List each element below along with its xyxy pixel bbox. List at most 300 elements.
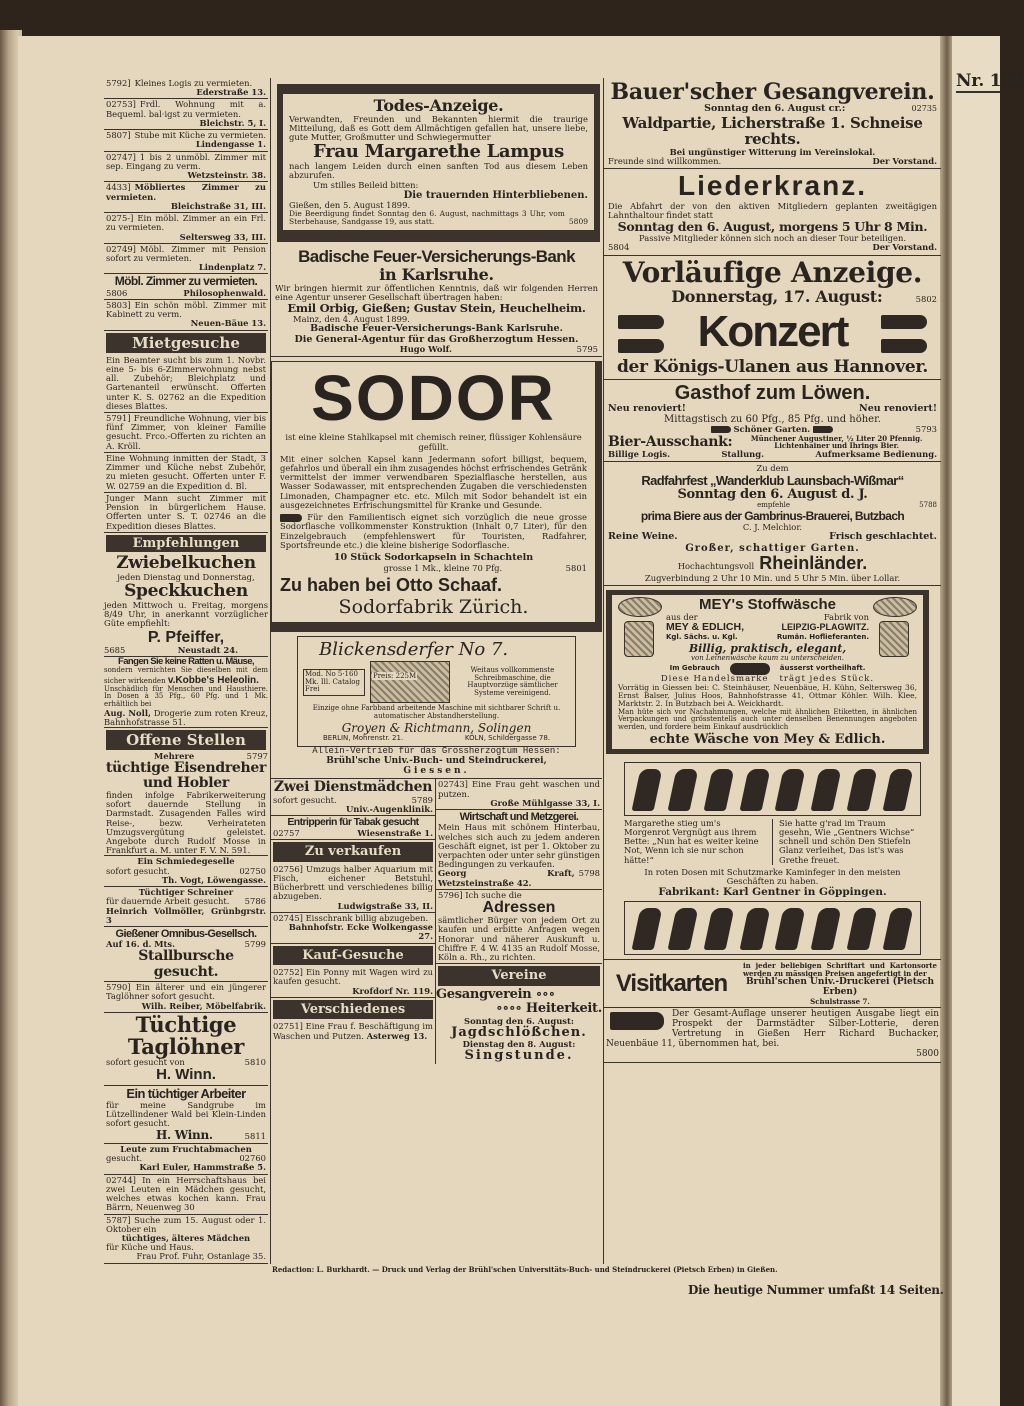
imprint: Redaction: L. Burkhardt. — Druck und Verlag der Brühl'schen Universitäts-Buch- und Steindruckerei (Pietsch Erben) in Gießen. <box>272 1265 778 1274</box>
ad-headline: Tüchtiger Schreiner <box>138 887 234 898</box>
ad-address: Bahnhofstr. Ecke Wolkengasse 27. <box>288 922 433 942</box>
ad-text: Hochachtungsvoll <box>677 560 755 571</box>
ad-text: Aufmerksame Bedienung. <box>815 449 937 460</box>
ad-id: 5793 <box>915 424 937 435</box>
ad-address: Neustadt 24. <box>177 645 238 656</box>
ad-text: Ein möbl. Zimmer an ein Frl. zu vermieten. <box>106 213 266 233</box>
ad-advertiser: Aug. Noll, <box>104 707 151 718</box>
pointing-hand-icon <box>881 315 927 329</box>
ad-text: von Leinenwäsche kaum zu unterscheiden. <box>691 653 844 662</box>
pointing-hand-icon <box>618 339 664 353</box>
ad-text: sofort gesucht. <box>106 865 170 876</box>
ad-text: Allein-Vertrieb für das Grossherzogtum Hessen: <box>312 745 561 756</box>
ad-text: Im Gebrauch <box>669 663 720 672</box>
ad-id: 02750 <box>239 865 266 876</box>
ad-tabak <box>271 816 435 840</box>
ad-text: Möbl. Zimmer mit Pension sofort zu vermieten. <box>106 243 266 263</box>
ad-text: Neu renoviert! <box>608 403 686 415</box>
ad-headline: Zwei Dienstmädchen <box>273 779 433 796</box>
ad-text: Neu renoviert! <box>859 403 937 415</box>
ad-text: für meine Sandgrube im Lützellindener Wald bei Klein-Linden sofort gesucht. <box>106 1100 266 1129</box>
ad-id: 5798 <box>578 868 600 879</box>
ad-id: 5789 <box>411 794 433 805</box>
ad-text: in jeder beliebigen Schriftart und Kartonsorte werden zu mässigen Preisen angefertigt in der <box>743 961 937 979</box>
ad-visitkarten <box>604 960 941 1008</box>
collar-image <box>618 597 662 617</box>
ad-id: 5804 <box>608 242 630 253</box>
ad-headline: Entripperin für Tabak gesucht <box>287 816 419 829</box>
ad-headline: Visitkarten <box>615 969 728 997</box>
ad-text: 5796] Ich suche die <box>438 889 522 900</box>
ad-text: Die General-Agentur für das Großherzogtum Hessen. <box>294 333 579 345</box>
ad-text: sämtlicher Bürger von jedem Ort zu kaufen und erbitte Anfragen wegen Honorar und näherer Auskunft u. Chiffre F. 4 W. 4135 an Rudolf Mosse, Köln a. Rh., zu richten. <box>438 915 600 963</box>
ad-id: 5800 <box>916 1048 939 1059</box>
ad-maker: Fabrikant: Karl Gentner in Göppingen. <box>658 886 887 899</box>
collar-image <box>873 597 917 617</box>
ad-slogan: Billig, praktisch, elegant, <box>688 641 847 655</box>
ad-text: Schöner Garten. <box>733 424 811 435</box>
ad-waschen <box>271 1021 435 1041</box>
ad-aquarium <box>271 864 435 913</box>
ad-gasthof-loewen <box>604 380 941 462</box>
ad-text: Rumän. Hoflieferanten. <box>776 633 869 642</box>
ad-signature: Der Vorstand. <box>872 155 937 166</box>
ad-text: Die Beerdigung findet Sonntag den 6. August, nachmittags 3 Uhr, vom Sterbehause, Sandgasse 19, aus statt. <box>289 209 565 227</box>
ad-subtitle: der Königs-Ulanen aus Hannover. <box>616 357 929 378</box>
ad-text: Für den Familientisch eignet sich vorzüglich die neue grosse Sodorflasche vollkommenster Konstruktion (Inhalt 0,7 Liter), für den Einzelgebrauch (empfehlenswert für Touristen, Radfahrer, Sportsfreunde etc.) die kleine bisherige Sodorflasche. <box>280 512 587 550</box>
ad-omnibus <box>104 927 268 982</box>
ad-id: 5795 <box>576 344 598 355</box>
ad-text: Stallung. <box>721 449 765 460</box>
ad-main-title: Konzert <box>697 306 848 356</box>
ad-headline: Speckkuchen <box>124 581 248 602</box>
next-page-number: Nr. 183 <box>956 71 1024 91</box>
classified-ad <box>104 244 268 275</box>
ad-text: Mein Haus mit schönem Hinterbau, welches sich auch zu jedem anderen Geschäft eignet, ist per 1. Oktober zu verpachten oder unter sehr günstigen Bedingungen zu verkaufen. <box>438 822 600 870</box>
ad-pfeiffer <box>104 535 268 657</box>
ad-headline: Gesangverein ∘∘∘ <box>436 986 555 1002</box>
classified-ad <box>104 182 268 213</box>
chimney-sweep-figure <box>847 769 878 811</box>
ad-fuhr <box>104 1215 268 1264</box>
ad-text: Um stilles Beileid bitten: <box>313 179 419 190</box>
ad-text: Stube mit Küche zu vermieten. <box>134 130 267 141</box>
ad-text: Mit einer solchen Kapsel kann Jedermann sofort billigst, bequem, gefahrlos und überall ein ihm zusagendes höchst erfrischendes Getränk vermittelst der immer verwendbaren Spezialflasche herstellen, aus Wasser Sodawasser, mit entsprechenden Zugaben die verschiedensten Limonaden, Champagner etc. etc. Milch mit Sodor behandelt ist ein ausgezeichnetes Erfrischungsmittel für Kranke und Gesunde. <box>280 453 587 510</box>
ad-badische-bank <box>271 246 602 358</box>
typewriter-image <box>370 661 450 703</box>
middle-lower-left <box>271 779 436 1063</box>
ad-address: Bleichstr. 5, I. <box>199 117 266 128</box>
ad-headline: Blickensderfer No 7. <box>319 638 509 660</box>
section-heading: Vereine <box>438 966 600 986</box>
ad-text: Diese Handelsmarke <box>660 673 769 684</box>
ad-text: Wir bringen hiermit zur öffentlichen Kenntnis, daß wir folgenden Herren eine Agentur unserer Gesellschaft übertragen haben: <box>275 282 598 303</box>
column-classifieds <box>104 78 268 1264</box>
classified-ad: 5791] Freundliche Wohnung, vier bis fünf Zimmer, von kleiner Familie gesucht. Frco.-Offerten zu richten an A. Kröll. <box>104 413 268 453</box>
ad-baerrn: 02744] In ein Herrschaftshaus bei zwei Leuten ein Mädchen gesucht, welches etwas kochen kann. Frau Bärrn, Neuenweg 30 <box>104 1175 268 1215</box>
ad-headline: Gasthof zum Löwen. <box>674 382 871 405</box>
ad-signature: Hugo Wolf. <box>399 344 452 355</box>
ad-id: 5807] <box>106 130 131 141</box>
ad-text: Münchener Augustiner, ½ Liter 20 Pfennig. <box>750 433 923 443</box>
ad-text: Billige Logis. <box>608 449 671 460</box>
ad-text: 02745] Eisschrank billig abzugeben. <box>273 912 429 923</box>
ad-date: Sonntag den 6. August cr.: <box>704 103 846 115</box>
chimney-sweep-figure <box>811 908 842 950</box>
ad-id: 5811 <box>244 1130 266 1141</box>
ad-reiber <box>104 982 268 1013</box>
ad-id: 5803] <box>106 299 131 310</box>
ad-id: 5801 <box>565 562 587 573</box>
classified-ad <box>104 130 268 151</box>
ad-headline: Bauer'scher Gesangverein. <box>610 79 935 105</box>
ad-text: Unschädlich für Menschen und Hausthiere. In Dosen à 35 Pfg., 60 Pfg. und 1 Mk. erhältlich bei <box>104 684 268 709</box>
ad-eisschrank <box>271 913 435 944</box>
chimney-sweep-figure <box>631 908 662 950</box>
ad-headline: Tüchtige Taglöhner <box>127 1011 245 1059</box>
ad-address: Heinrich Vollmöller, Grünbgrstr. 3 <box>106 905 266 925</box>
ad-label: Bier-Ausschank: <box>608 433 733 450</box>
ad-date: Sonntag den 6. August, morgens 5 Uhr 8 Min. <box>617 219 928 235</box>
ad-text: 1 bis 2 unmöbl. Zimmer mit sep. Eingang zu verm. <box>106 151 266 171</box>
ad-headline: Wirtschaft und Metzgerei. <box>459 811 579 824</box>
ad-euler <box>104 1144 268 1175</box>
chimney-sweeps-image <box>624 762 921 816</box>
ad-id: 02753] <box>106 99 136 110</box>
ad-text: C. J. Melchior. <box>742 522 803 533</box>
ad-text: Kleines Logis zu vermieten. <box>134 78 253 88</box>
ad-text: gesucht. <box>106 1153 143 1164</box>
ad-text: Ein schön möbl. Zimmer mit Kabinett zu verm. <box>106 299 266 320</box>
ad-text: Lichtenhainer und Ihrings Bier. <box>774 441 900 451</box>
ad-id: 5806 <box>106 287 128 298</box>
ad-text: empfehle <box>757 501 791 510</box>
ad-address: KÖLN, Schildergasse 78. <box>464 734 550 743</box>
ad-text: 02752] Ein Ponny mit Wagen wird zu kaufen gesucht. <box>273 967 433 987</box>
ad-id: 5685 <box>104 645 126 656</box>
ad-text: aus der <box>666 612 698 623</box>
ad-liederkranz <box>604 169 941 255</box>
ad-headline: Radfahrfest „Wanderklub Launsbach-Wißmar“ <box>641 472 904 488</box>
ad-text: ist eine kleine Stahlkapsel mit chemisch reiner, flüssiger Kohlensäure gefüllt. <box>285 432 582 452</box>
ad-place: Jagdschlößchen. <box>451 1024 587 1040</box>
ad-text: Der Gesamt-Auflage unserer heutigen Ausgabe liegt ein Prospekt der Darmstädter Silber-Lotterie, deren Vertretung in Gießen Herr Richard Buchacker, Neuenbäue 11, übernommen hat, bei. <box>606 1009 939 1049</box>
ad-agents: Emil Orbig, Gießen; Gustav Stein, Heuchelheim. <box>287 301 586 316</box>
ad-address: Schulstrasse 7. <box>810 996 870 1006</box>
ad-text: 10 Stück Sodorkapseln in Schachteln <box>333 552 534 564</box>
ad-headline: Ein tüchtiger Arbeiter <box>126 1085 246 1101</box>
ad-id: 5788 <box>919 501 937 510</box>
pointing-hand-icon <box>618 315 664 329</box>
ad-text: Kgl. Sächs. u. Kgl. <box>666 633 738 642</box>
ad-text: Man hüte sich vor Nachahmungen, welche mit ähnlichen Etiketten, in ähnlichen Verpackungen und grösstentells auch unter denselben Benennungen angeboten werden, und fordere beim Einkauf ausdrücklich <box>618 707 917 732</box>
chimney-sweep-figure <box>667 769 698 811</box>
ad-headline: Ein Schmiedegeselle <box>137 856 235 867</box>
section-heading: Verschiedenes <box>273 1000 433 1020</box>
next-page-fragment <box>952 36 1024 1406</box>
ad-text: Einzige ohne Farbband arbeitende Maschine mit sichtbarer Schrift u. automatischer Abstandherstellung. <box>312 704 561 721</box>
ad-winn-tagloehner <box>104 1013 268 1086</box>
ad-headline: ∘∘∘∘ Heiterkeit. <box>495 1001 602 1017</box>
ad-id: 02747] <box>106 151 136 162</box>
classified-ad: Eine Wohnung inmitten der Stadt, 3 Zimmer und Küche nebst Zubehör, zu mieten gesucht. Offerten unter F. W. 02759 an die Expedition d. Bl. <box>104 453 268 493</box>
ad-date: Gießen, den 5. August 1899. <box>289 199 411 210</box>
ad-frau-waschen <box>436 779 602 810</box>
ad-address: Krofdorf Nr. 119. <box>352 985 433 996</box>
ad-dienstmaedchen <box>271 779 435 816</box>
ad-address: Georg Kraft, Wetzsteinstraße 42. <box>438 868 575 888</box>
ad-text: 02756] Umzugs halber Aquarium mit Fisch, eichener Betstuhl, Bücherbrett und verschiedenes billig abzugeben. <box>273 863 433 902</box>
ad-gentner-wichse <box>604 758 941 961</box>
ad-id: 02757 <box>273 827 300 838</box>
ad-headline: tüchtiges, älteres Mädchen <box>121 1233 251 1244</box>
ad-date: Donnerstag, 17. August: <box>671 287 883 307</box>
ad-text: Brühl'sche Univ.-Buch- und Steindruckerei, <box>326 755 547 766</box>
ad-address: Lindengasse 1. <box>195 139 266 150</box>
ad-text: Fabrik von <box>823 612 869 623</box>
ad-text: In roten Dosen mit Schutzmarke Kaminfeger in den meisten Geschäften zu haben. <box>644 866 901 887</box>
ad-address: Seltersweg 33, III. <box>179 231 266 242</box>
ad-todes-anzeige <box>277 84 600 242</box>
ad-headline: prima Biere aus der Gambrinus-Brauerei, Butzbach <box>640 508 905 523</box>
ad-eisendreher <box>104 730 268 856</box>
classified-ad <box>104 300 268 331</box>
pointing-hand-icon <box>881 339 927 353</box>
classified-ad: Junger Mann sucht Zimmer mit Pension in bürgerlichem Hause. Offerten unter S. T. 02746 an die Expedition dieses Blattes. <box>104 493 268 533</box>
ad-text: Großer, schattiger Garten. <box>685 542 860 554</box>
ad-text: nach langem Leiden durch einen sanften Tod aus diesem Leben abzurufen. <box>289 161 588 181</box>
ad-text: Frdl. Wohnung mit a. Bequeml. bal·igst zu vermieten. <box>106 99 266 119</box>
ad-address: Karl Euler, Hammstraße 5. <box>139 1162 266 1173</box>
ad-address: Wetzsteinstr. 38. <box>187 170 266 181</box>
classified-ad: Ein Beamter sucht bis zum 1. Novbr. eine 5- bis 6-Zimmerwohnung nebst all. Zubehör; Bleichplatz und Gartenanteil erwünscht. Offerten unter K. S. 02762 an die Expedition dieses Blattes. <box>104 355 268 413</box>
ad-headline: tüchtige Eisendreher und Hobler <box>105 760 267 792</box>
ad-date: Dienstag den 8. August: <box>462 1039 576 1050</box>
ad-text: Mittagstisch zu 60 Pfg., 85 Pfg. und höher. <box>664 414 881 426</box>
ad-text: äusserst vortheilhaft. <box>779 663 866 672</box>
ad-address: Univ.-Augenklinik. <box>345 804 433 815</box>
ad-id: 5797 <box>246 751 268 762</box>
ad-id: 5802 <box>915 294 937 305</box>
chimney-sweep-figure <box>703 908 734 950</box>
section-heading: Kauf-Gesuche <box>273 946 433 966</box>
ad-bauer-gesangverein <box>604 78 941 169</box>
ad-sodor <box>271 361 602 631</box>
rooms-for-rent <box>104 78 268 331</box>
ad-text: Verwandten, Freunden und Bekannten hiermit die traurige Mitteilung, daß es Gott dem Allmächtigen gefallen hat, unsere liebe, gute Mutter, Großmutter und Schwiegermutter <box>289 113 588 143</box>
ad-radfahrfest <box>604 462 941 585</box>
ad-text: sondern vernichten Sie dieselben mit dem sicher wirkenden <box>104 665 268 685</box>
ad-date: Mainz, den 4. August 1899. <box>293 313 410 324</box>
chimney-sweeps-image <box>624 901 921 955</box>
ad-headline: Todes-Anzeige. <box>373 96 504 115</box>
chimney-sweep-figure <box>775 769 806 811</box>
classified-ad <box>104 152 268 183</box>
ad-price: grosse 1 Mk., kleine 70 Pfg. <box>383 562 503 573</box>
ad-verse: Sie hatte g'rad im Traum gesehn, Wie „Gentners Wichse“ schnell und schön Den Stiefeln Glanz verleihet, Das ist's was Grethe freuet. <box>779 817 915 865</box>
ad-id: 5809 <box>568 217 588 227</box>
chimney-sweep-figure <box>739 769 770 811</box>
ad-address: Neuen-Bäue 13. <box>190 318 266 329</box>
ad-id: 5786 <box>244 896 266 907</box>
ad-text: finden infolge Fabrikerweiterung sofort dauernde Stellung in Darmstadt. Zusagenden Falles wird Reise-, bezw. Verheirateten Umzugsvergütung geleistet. Angebote durch Rudolf Mosse in Frankfurt a. M. unter F. V. N. 591. <box>106 789 266 856</box>
ad-text: Giessen. <box>403 765 470 776</box>
ad-model: Mod. No 5·160 Mk. Ill. Catalog Frei <box>303 669 365 696</box>
ad-text: 5787] Suche zum 15. August oder 1. Oktober ein <box>106 1214 266 1234</box>
cuff-image <box>879 621 909 657</box>
ad-headline: Liederkranz. <box>678 170 867 202</box>
middle-lower-split <box>271 778 602 1063</box>
ad-headline: Fangen Sie keine Ratten u. Mäuse, <box>118 655 254 667</box>
ad-headline: Gießener Omnibus-Gesellsch. <box>115 928 257 941</box>
page-count-note: Die heutige Nummer umfaßt 14 Seiten. <box>688 1283 944 1297</box>
ad-signature: Die trauernden Hinterbliebenen. <box>403 189 588 201</box>
ad-address: BERLIN, Mohrenstr. 21. <box>323 734 404 743</box>
ad-headline: Leute zum Fruchtabmachen <box>120 1143 252 1154</box>
ad-headline: MEY's Stoffwäsche <box>699 595 836 613</box>
deceased-name: Frau Margarethe Lampus <box>313 141 564 163</box>
chimney-sweep-figure <box>703 769 734 811</box>
ad-text: Reine Weine. <box>608 531 678 543</box>
ad-heleolin <box>104 657 268 729</box>
ad-id: 5810 <box>244 1056 266 1067</box>
ad-address: Ludwigstraße 33, II. <box>337 900 433 911</box>
middle-lower-right <box>436 779 602 1063</box>
section-heading: Offene Stellen <box>106 730 266 750</box>
ad-text: Vorrätig in Giessen bei: C. Steinhäuser, Neuenbäue, H. Kühn, Seltersweg 36, Ernst Balser, Julius Hoos, Bahnhofstrasse 41, Ottmar Köhler. Wilh. Klee, Marktstr. 2. In Butzbach bei A. Weickhardt. <box>618 682 917 709</box>
ad-address: Ederstraße 13. <box>196 87 266 98</box>
ad-advertiser: H. Winn. <box>156 1066 216 1084</box>
ad-price: Preis: 225M <box>373 672 417 681</box>
ad-id: 0275-] <box>106 213 134 224</box>
ad-text: jeden Dienstag und Donnerstag, <box>117 572 255 583</box>
ad-id: 4433] <box>106 182 131 193</box>
ad-ponny <box>271 967 435 998</box>
ad-address: Th. Vogt, Löwengasse. <box>161 874 266 885</box>
ad-heiterkeit <box>436 988 602 1064</box>
ad-advertiser: Rheinländer. <box>759 552 868 573</box>
ad-id: 02749] <box>106 243 136 254</box>
ad-mey-edlich <box>606 590 929 754</box>
ad-text: Möbliertes Zimmer zu vermieten. <box>106 182 266 202</box>
pointing-hand-icon <box>813 426 833 433</box>
ad-text: Zu dem <box>756 463 789 474</box>
ad-winn-arbeiter <box>104 1086 268 1144</box>
ad-text: sofort gesucht von <box>106 1056 185 1067</box>
ad-text: Passive Mitglieder können sich noch an dieser Tour beteiligen. <box>638 233 907 244</box>
ad-event: Waldpartie, Licherstraße 1. Schneise rechts. <box>622 113 923 149</box>
ad-address: Drogerie zum roten Kreuz, Bahnhofstrasse 51. <box>104 707 268 727</box>
ad-wirtschaft <box>436 810 602 890</box>
ad-lotterie <box>604 1008 941 1062</box>
ad-text: Die Abfahrt der von den aktiven Mitgliedern geplanten zweitägigen Lahnthaltour findet statt <box>608 200 937 221</box>
ad-headline: Adressen <box>482 899 556 917</box>
chimney-sweep-figure <box>739 908 770 950</box>
section-heading: Empfehlungen <box>106 535 266 553</box>
pointing-hand-icon <box>711 426 731 433</box>
cuff-image <box>624 621 654 657</box>
ad-text: Weitaus vollkommenste Schreibmaschine, die Hauptvorzüge sämtlicher Systeme vereinigend. <box>467 665 558 698</box>
ad-adressen <box>436 890 602 964</box>
ad-schreiner <box>104 887 268 927</box>
ad-text: für dauernde Arbeit gesucht. <box>106 896 230 907</box>
ad-address: Bleichstraße 31, III. <box>170 200 266 211</box>
section-heading: Zu verkaufen <box>273 842 433 862</box>
ad-firm: Brühl'schen Univ.-Druckerei (Pietsch Erben) <box>745 976 935 997</box>
ad-address: Lindenplatz 7. <box>198 262 266 273</box>
ad-subheadline: in Karlsruhe. <box>379 265 494 285</box>
ad-headline: Zwiebelkuchen <box>116 553 256 574</box>
company-name: MEY & EDLICH, <box>666 621 744 634</box>
ad-text: Auf 16. d. Mts. <box>106 939 176 950</box>
ad-text: sofort gesucht. <box>273 794 337 805</box>
chimney-sweep-figure <box>775 908 806 950</box>
chimney-sweep-figure <box>883 908 914 950</box>
ad-headline: Möbl. Zimmer zu vermieten. <box>114 274 258 289</box>
classified-ad <box>104 99 268 130</box>
ad-headline: Badische Feuer-Versicherungs-Bank <box>298 246 575 266</box>
ad-text: Freunde sind willkommen. <box>608 155 722 166</box>
chimney-sweep-figure <box>667 908 698 950</box>
ad-event: Singstunde. <box>464 1048 574 1064</box>
ad-id: 5799 <box>244 939 266 950</box>
ad-text: Frisch geschlachtet. <box>829 531 937 543</box>
section-heading: Mietgesuche <box>106 333 266 353</box>
chimney-sweep-figure <box>631 769 662 811</box>
classified-ad <box>104 78 268 99</box>
ad-text: Zugverbindung 2 Uhr 10 Min. und 5 Uhr 5 Min. über Lollar. <box>644 572 901 583</box>
ad-headline: Vorläufige Anzeige. <box>622 255 923 289</box>
ad-address: Große Mühlgasse 33, I. <box>490 797 600 808</box>
ad-address: Wilh. Reiber, Möbelfabrik. <box>141 1000 266 1011</box>
ad-address: Philosophenwald. <box>183 287 266 298</box>
ad-blickensderfer <box>271 632 602 779</box>
classified-ad <box>104 213 268 244</box>
ad-text: 02751] Eine Frau f. Beschäftigung im Waschen und Putzen. <box>273 1021 433 1041</box>
ad-headline: SODOR <box>311 362 556 435</box>
ad-maker: Groyen & Richtmann, Solingen <box>341 720 532 735</box>
ad-address: Wiesenstraße 1. <box>357 827 433 838</box>
pointing-hand-icon <box>610 1012 664 1030</box>
ad-text: trägt jedes Stück. <box>779 673 875 684</box>
ad-headline: Stallbursche gesucht. <box>138 948 234 980</box>
chimney-sweep-figure <box>883 769 914 811</box>
column-right <box>603 78 941 1264</box>
classified-ad-large <box>104 274 268 299</box>
ad-factory: Sodorfabrik Zürich. <box>338 595 529 618</box>
column-middle <box>270 78 602 1264</box>
ad-text: jeden Mittwoch u. Freitag, morgens 8/49 Uhr, in anerkannt vorzüglicher Güte empfiehlt: <box>104 600 268 629</box>
ad-id: 02760 <box>239 1153 266 1164</box>
product-name: v.Kobbe's Heleolin. <box>167 674 259 686</box>
ad-id: 02735 <box>911 104 937 114</box>
ad-slogan: echte Wäsche von Mey & Edlich. <box>649 731 886 747</box>
ad-advertiser: P. Pfeiffer, <box>147 628 225 646</box>
ad-advertiser: H. Winn. <box>156 1127 213 1142</box>
ad-schmied <box>104 856 268 887</box>
company-city: LEIPZIG-PLAGWITZ. <box>781 622 869 633</box>
ad-text: Badische Feuer-Versicherungs-Bank Karlsruhe. <box>310 323 563 335</box>
ad-address: Asterweg 13. <box>366 1030 428 1041</box>
ad-date: Sonntag den 6. August: <box>464 1015 574 1026</box>
ad-date: Sonntag den 6. August d. J. <box>677 486 868 502</box>
chimney-sweep-figure <box>847 908 878 950</box>
ad-text: für Küche und Haus. <box>106 1242 194 1253</box>
ad-verse: Margarethe stieg um's Morgenrot Vergnügt aus ihrem Bette: „Nun hat es weiter keine Not, Wenn ich sie nur schon hätte!“ <box>624 819 773 865</box>
ad-id: 5792] <box>106 78 131 88</box>
ad-address: Frau Prof. Fuhr, Ostanlage 35. <box>136 1251 266 1262</box>
ad-text: 5790] Ein älterer und ein jüngerer Taglöhner sofort gesucht. <box>106 982 266 1002</box>
